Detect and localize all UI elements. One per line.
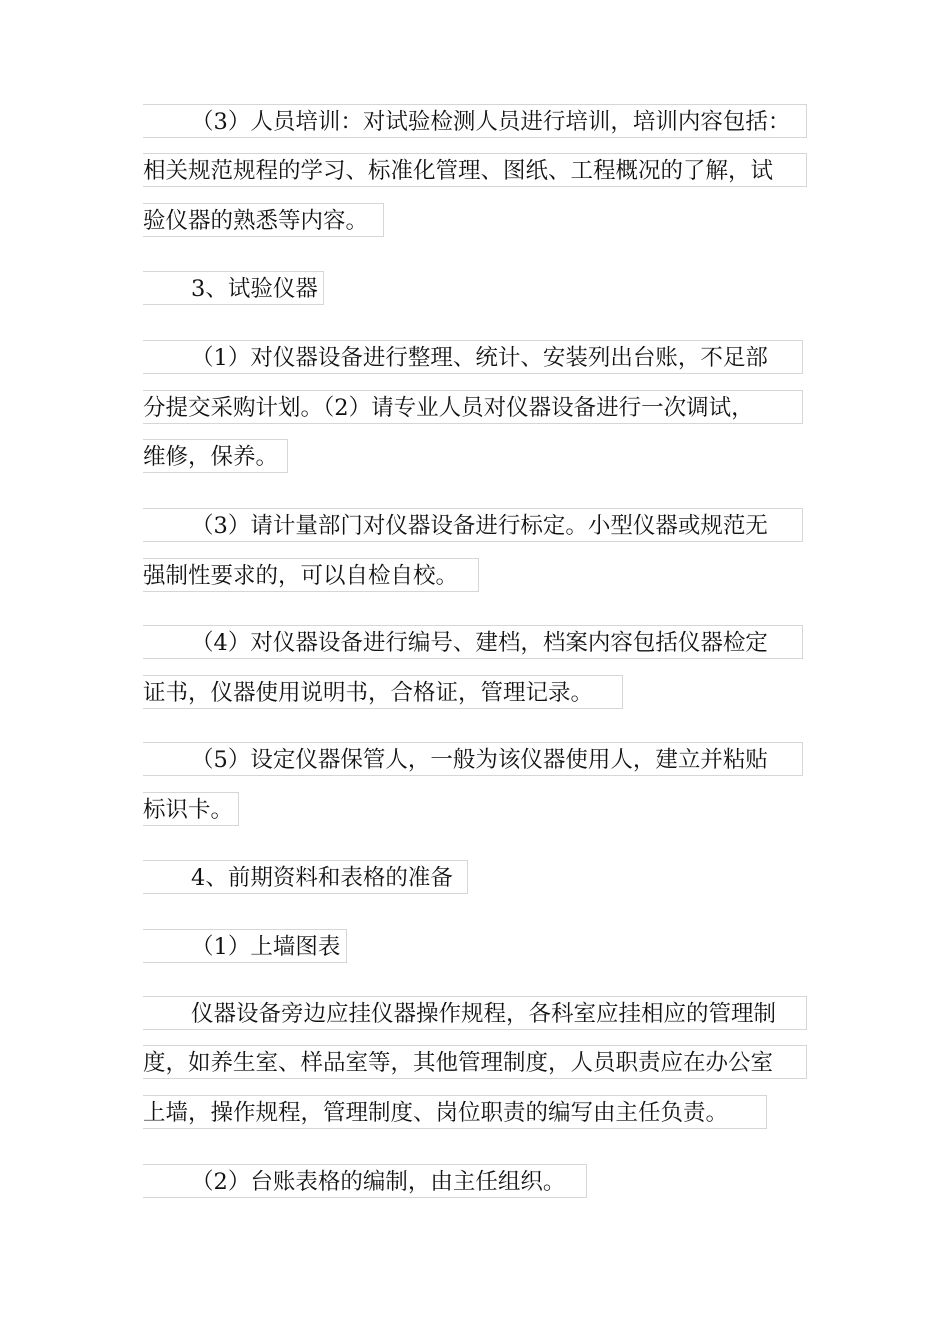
text-line bbox=[143, 104, 807, 138]
text-run: 强制性要求的，可以自检自校。 bbox=[143, 563, 459, 589]
text-run: 4、前期资料和表格的准备 bbox=[191, 865, 453, 891]
text-run: （3）请计量部门对仪器设备进行标定。小型仪器或规范无 bbox=[191, 513, 768, 539]
text-run: 度，如养生室、样品室等，其他管理制度，人员职责应在办公室 bbox=[143, 1050, 774, 1076]
text-line bbox=[143, 742, 803, 776]
text-run: 仪器设备旁边应挂仪器操作规程，各科室应挂相应的管理制 bbox=[191, 1001, 777, 1027]
text-run: （1）上墙图表 bbox=[191, 934, 341, 960]
text-line bbox=[143, 1045, 807, 1079]
text-line bbox=[143, 929, 347, 963]
text-line bbox=[143, 153, 807, 187]
text-run: 维修，保养。 bbox=[143, 444, 279, 470]
text-line bbox=[143, 271, 324, 305]
text-run: （1）对仪器设备进行整理、统计、安装列出台账，不足部 bbox=[191, 345, 768, 371]
text-run: 上墙，操作规程，管理制度、岗位职责的编写由主任负责。 bbox=[143, 1100, 729, 1126]
text-line bbox=[143, 860, 468, 894]
text-line bbox=[143, 1164, 587, 1198]
text-line bbox=[143, 625, 803, 659]
text-line bbox=[143, 792, 239, 826]
text-run: （5）设定仪器保管人，一般为该仪器使用人，建立并粘贴 bbox=[191, 747, 768, 773]
text-run: 标识卡。 bbox=[143, 797, 234, 823]
text-run: 分提交采购计划。（2）请专业人员对仪器设备进行一次调试， bbox=[143, 395, 754, 421]
text-run: 相关规范规程的学习、标准化管理、图纸、工程概况的了解，试 bbox=[143, 158, 774, 184]
text-line bbox=[143, 675, 623, 709]
text-line bbox=[143, 996, 807, 1030]
text-line bbox=[143, 340, 803, 374]
text-run: 证书，仪器使用说明书，合格证，管理记录。 bbox=[143, 680, 594, 706]
text-run: 3、试验仪器 bbox=[191, 276, 318, 302]
text-run: （2）台账表格的编制，由主任组织。 bbox=[191, 1169, 566, 1195]
text-line bbox=[143, 508, 803, 542]
text-line bbox=[143, 203, 384, 237]
text-line bbox=[143, 1095, 767, 1129]
text-run: （4）对仪器设备进行编号、建档，档案内容包括仪器检定 bbox=[191, 630, 768, 656]
text-run: （3）人员培训：对试验检测人员进行培训，培训内容包括： bbox=[191, 109, 791, 135]
text-line bbox=[143, 390, 803, 424]
text-line bbox=[143, 439, 288, 473]
text-line bbox=[143, 558, 479, 592]
text-run: 验仪器的熟悉等内容。 bbox=[143, 208, 369, 234]
